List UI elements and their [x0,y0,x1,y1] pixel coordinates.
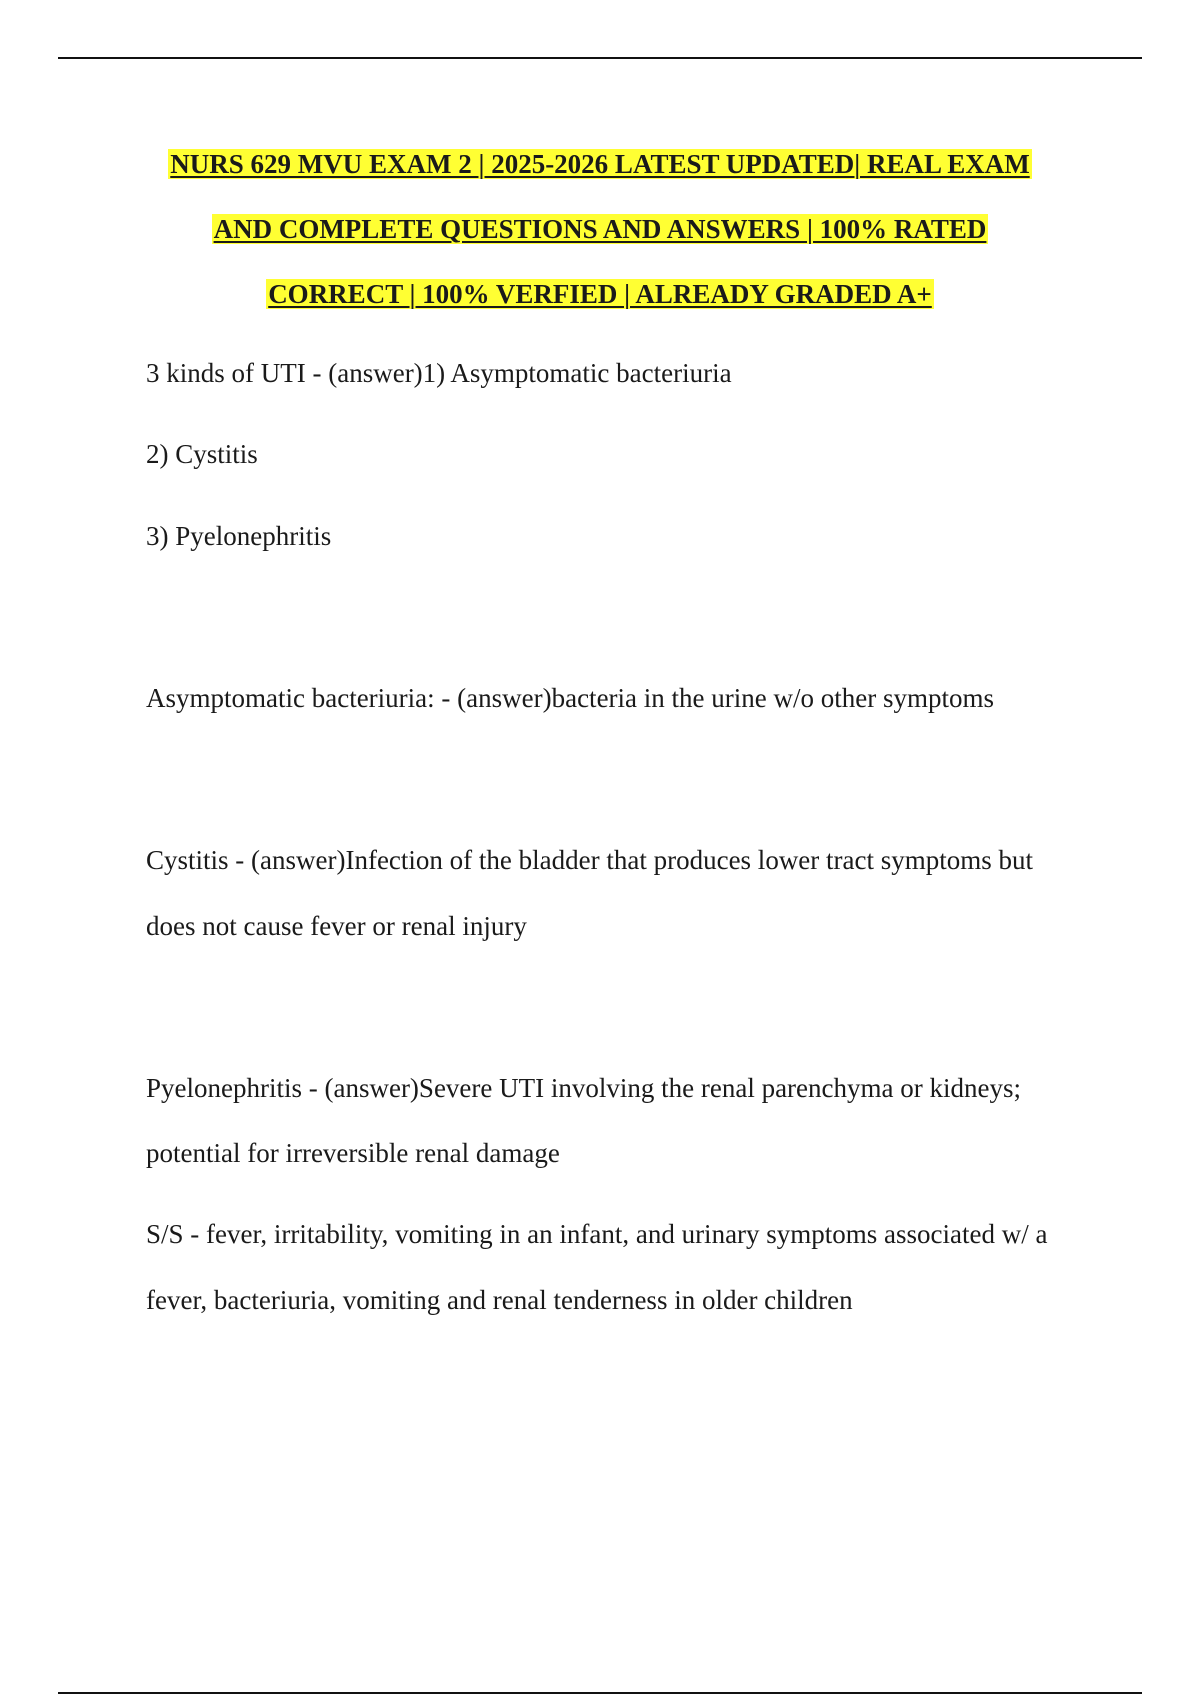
qa-answer-item: 2) Cystitis [146,439,258,469]
qa-cystitis-continued: does not cause fever or renal injury [146,911,527,941]
qa-pyelonephritis-continued: potential for irreversible renal damage [146,1138,560,1168]
document-title [0,140,1200,335]
qa-answer-item: 3) Pyelonephritis [146,521,332,551]
title-line: CORRECT | 100% VERFIED | ALREADY GRADED A+ [268,279,932,309]
qa-signs-symptoms: S/S - fever, irritability, vomiting in an infant, and urinary symptoms associated w/ a [146,1219,1048,1249]
header-rule [58,57,1142,59]
qa-signs-symptoms-continued: fever, bacteriuria, vomiting and renal tenderness in older children [146,1285,853,1315]
title-line: AND COMPLETE QUESTIONS AND ANSWERS | 100% RATED [213,214,987,244]
qa-question-uti-kinds: 3 kinds of UTI - (answer)1) Asymptomatic bacteriuria [146,358,732,388]
footer-rule [58,1692,1142,1694]
qa-asymptomatic-bacteriuria: Asymptomatic bacteriuria: - (answer)bacteria in the urine w/o other symptoms [146,683,994,713]
qa-pyelonephritis: Pyelonephritis - (answer)Severe UTI involving the renal parenchyma or kidneys; [146,1073,1021,1103]
title-line: NURS 629 MVU EXAM 2 | 2025-2026 LATEST UPDATED| REAL EXAM [170,149,1030,179]
qa-cystitis: Cystitis - (answer)Infection of the bladder that produces lower tract symptoms but [146,845,1034,875]
